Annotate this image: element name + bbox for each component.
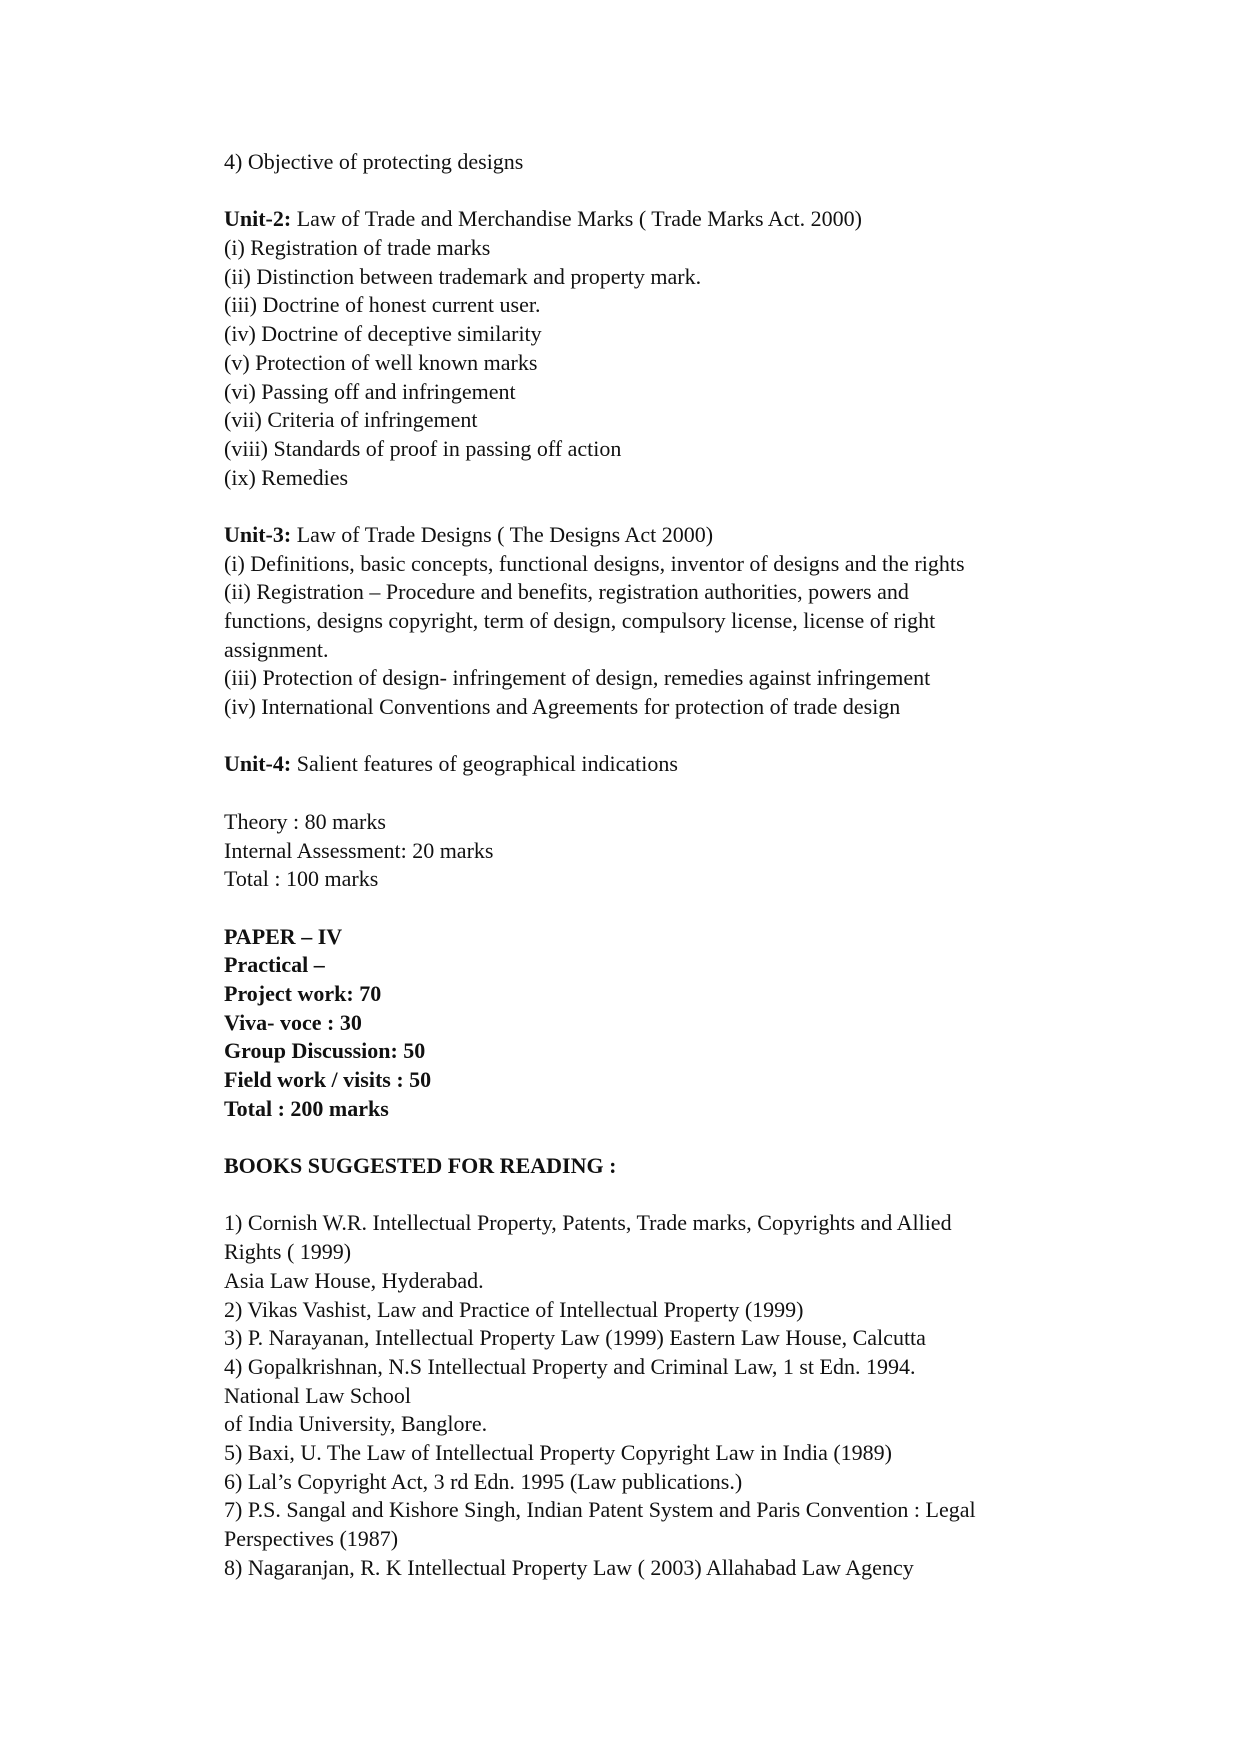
document-body: [224, 148, 1144, 1582]
paper-4-total: Total : 200 marks: [224, 1095, 389, 1121]
unit-2-item: (i) Registration of trade marks: [224, 235, 491, 261]
book-line: 7) P.S. Sangal and Kishore Singh, Indian Patent System and Paris Convention : Legal: [224, 1497, 976, 1523]
unit-3-line: assignment.: [224, 636, 329, 662]
book-line: 2) Vikas Vashist, Law and Practice of Intellectual Property (1999): [224, 1296, 804, 1322]
unit-2-item: (vi) Passing off and infringement: [224, 378, 516, 404]
unit-4-heading: [224, 750, 1144, 779]
unit-3-heading: [224, 521, 1144, 550]
unit-3-line: (i) Definitions, basic concepts, functional designs, inventor of designs and the rights: [224, 550, 965, 576]
unit-3-line: (ii) Registration – Procedure and benefits, registration authorities, powers and: [224, 579, 909, 605]
unit-2-title: Law of Trade and Merchandise Marks ( Trade Marks Act. 2000): [291, 206, 862, 232]
unit-2-item: (viii) Standards of proof in passing off action: [224, 435, 622, 461]
unit-2-item: (v) Protection of well known marks: [224, 349, 538, 375]
paper-4-line: Field work / visits : 50: [224, 1067, 432, 1092]
paper-4-line: Viva- voce : 30: [224, 1009, 362, 1035]
book-line: 5) Baxi, U. The Law of Intellectual Property Copyright Law in India (1989): [224, 1439, 892, 1465]
marks-internal: Internal Assessment: 20 marks: [224, 837, 494, 863]
book-line: Rights ( 1999): [224, 1239, 352, 1265]
book-line: 8) Nagaranjan, R. K Intellectual Property Law ( 2003) Allahabad Law Agency: [224, 1554, 914, 1580]
unit-2-item: (iv) Doctrine of deceptive similarity: [224, 321, 542, 347]
unit-2-item: (ix) Remedies: [224, 464, 349, 490]
book-line: Perspectives (1987): [224, 1526, 399, 1551]
spacer: [224, 177, 1144, 206]
spacer: [224, 722, 1144, 751]
books-heading: BOOKS SUGGESTED FOR READING :: [224, 1153, 617, 1179]
unit-3-title: Law of Trade Designs ( The Designs Act 2000): [291, 521, 714, 547]
objective-item: 4) Objective of protecting designs: [224, 149, 524, 174]
unit-2-label: Unit-2:: [224, 206, 292, 232]
paper-4-title: PAPER – IV: [224, 923, 343, 949]
unit-2-heading: [224, 205, 1144, 234]
spacer: [224, 1123, 1144, 1152]
book-line: National Law School: [224, 1382, 411, 1408]
unit-2-item: (ii) Distinction between trademark and property mark.: [224, 263, 702, 289]
marks-total: Total : 100 marks: [224, 866, 379, 892]
unit-2-item: (vii) Criteria of infringement: [224, 407, 478, 433]
book-line: 1) Cornish W.R. Intellectual Property, Patents, Trade marks, Copyrights and Allied: [224, 1210, 952, 1236]
book-line: 4) Gopalkrishnan, N.S Intellectual Property and Criminal Law, 1 st Edn. 1994.: [224, 1353, 916, 1379]
book-line: of India University, Banglore.: [224, 1411, 488, 1437]
spacer: [224, 1181, 1144, 1210]
unit-2-item: (iii) Doctrine of honest current user.: [224, 292, 541, 318]
unit-3-line: (iii) Protection of design- infringement of design, remedies against infringement: [224, 665, 931, 691]
book-line: 3) P. Narayanan, Intellectual Property Law (1999) Eastern Law House, Calcutta: [224, 1325, 926, 1351]
paper-4-line: Project work: 70: [224, 980, 382, 1006]
book-line: 6) Lal’s Copyright Act, 3 rd Edn. 1995 (Law publications.): [224, 1468, 743, 1494]
unit-3-label: Unit-3:: [224, 521, 292, 547]
marks-theory: Theory : 80 marks: [224, 808, 386, 834]
unit-4-label: Unit-4:: [224, 751, 292, 777]
unit-4-title: Salient features of geographical indications: [291, 751, 678, 777]
spacer: [224, 779, 1144, 808]
book-line: Asia Law House, Hyderabad.: [224, 1267, 484, 1293]
spacer: [224, 492, 1144, 521]
unit-3-line: functions, designs copyright, term of design, compulsory license, license of right: [224, 608, 936, 633]
spacer: [224, 894, 1144, 923]
paper-4-line: Group Discussion: 50: [224, 1038, 426, 1064]
unit-3-line: (iv) International Conventions and Agreements for protection of trade design: [224, 694, 901, 720]
paper-4-line: Practical –: [224, 952, 325, 978]
